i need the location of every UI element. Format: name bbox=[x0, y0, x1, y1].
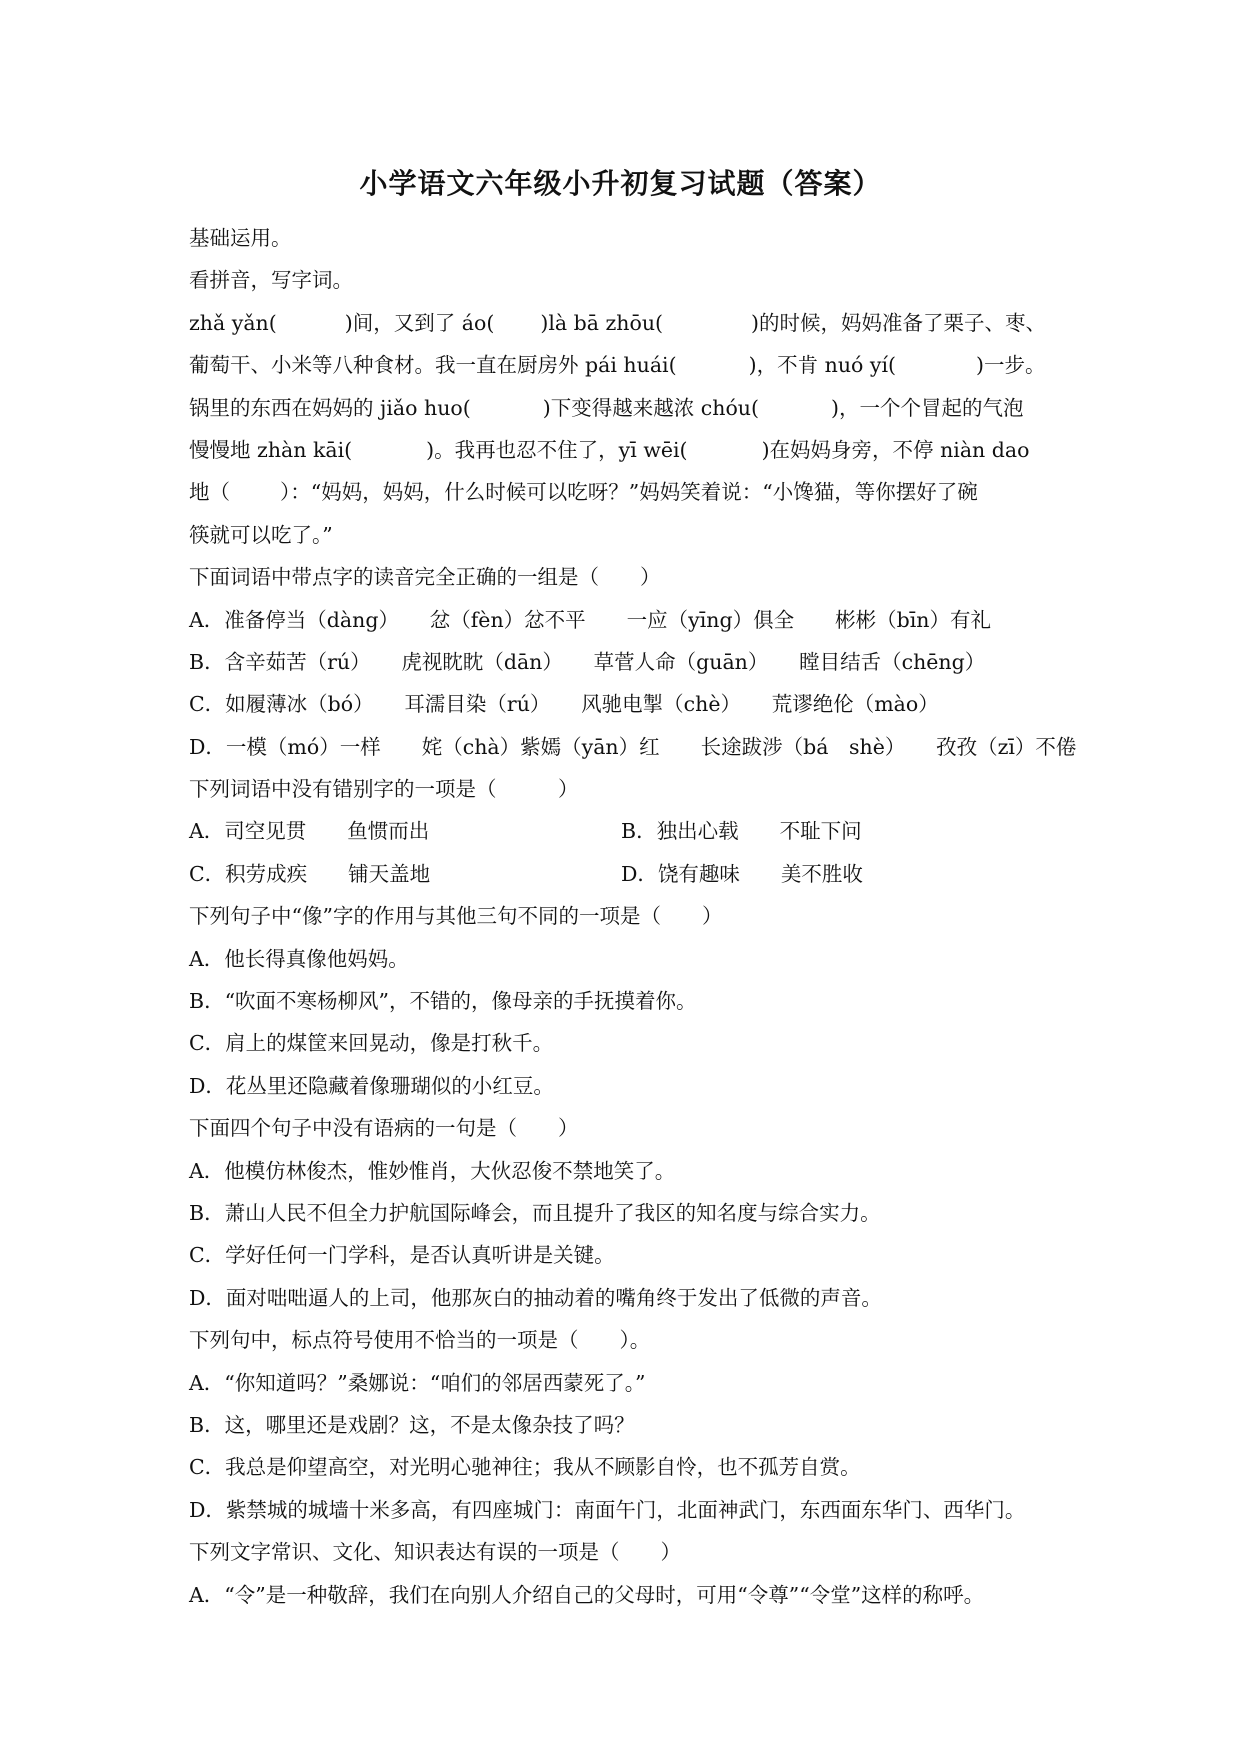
q1-text-line-1 bbox=[189, 302, 1069, 344]
q3-option-d[interactable]: D．饶有趣味 美不胜收 bbox=[621, 861, 863, 886]
q1-l2-seg2: )，不肯 nuó yí( bbox=[748, 353, 897, 378]
q1-l4-seg3: )在妈妈身旁，不停 niàn dao bbox=[761, 437, 1030, 462]
q5-option-b[interactable]: B．萧山人民不但全力护航国际峰会，而且提升了我区的知名度与综合实力。 bbox=[189, 1200, 881, 1225]
q2-option-a[interactable]: A．准备停当（dàng） 忿（fèn）忿不平 一应（yīng）俱全 彬彬（bīn）有礼 bbox=[189, 607, 991, 632]
q6-option-c[interactable]: C．我总是仰望高空，对光明心驰神往；我从不顾影自怜，也不孤芳自赏。 bbox=[189, 1455, 861, 1480]
q5-option-d[interactable]: D．面对咄咄逼人的上司，他那灰白的抽动着的嘴角终于发出了低微的声音。 bbox=[189, 1285, 882, 1310]
q1-l2-seg1: 葡萄干、小米等八种食材。我一直在厨房外 pái huái( bbox=[189, 353, 677, 378]
q4-option-d[interactable]: D．花丛里还隐藏着像珊瑚似的小红豆。 bbox=[189, 1073, 554, 1098]
q1-l1-seg2: )间，又到了 áo( bbox=[344, 310, 495, 335]
q3-options-row-2 bbox=[189, 853, 1069, 895]
q3-option-a[interactable]: A．司空见贯 鱼惯而出 bbox=[189, 819, 430, 844]
q1-l1-seg4: )的时候，妈妈准备了栗子、枣、 bbox=[751, 310, 1047, 335]
q3-option-c[interactable]: C．积劳成疾 铺天盖地 bbox=[189, 861, 431, 886]
q5-option-a[interactable]: A．他模仿林俊杰，惟妙惟肖，大伙忍俊不禁地笑了。 bbox=[189, 1158, 676, 1183]
q7-option-a[interactable]: A．“令”是一种敬辞，我们在向别人介绍自己的父母时，可用“令尊”“令堂”这样的称呼。 bbox=[189, 1582, 985, 1607]
q1-text-line-2 bbox=[189, 344, 1069, 386]
q4-prompt: 下列句子中“像”字的作用与其他三句不同的一项是（ ） bbox=[189, 904, 723, 929]
q4-option-b[interactable]: B．“吹面不寒杨柳风”，不错的，像母亲的手抚摸着你。 bbox=[189, 989, 697, 1014]
q1-text-line-5 bbox=[189, 471, 1069, 513]
q5-prompt: 下面四个句子中没有语病的一句是（ ） bbox=[189, 1116, 579, 1141]
q1-l2-seg3: )一步。 bbox=[976, 353, 1046, 378]
q6-option-a[interactable]: A．“你知道吗？”桑娜说：“咱们的邻居西蒙死了。” bbox=[189, 1370, 646, 1395]
page-title: 小学语文六年级小升初复习试题（答案） bbox=[359, 167, 882, 200]
q7-prompt: 下列文字常识、文化、知识表达有误的一项是（ ） bbox=[189, 1540, 681, 1565]
q6-option-b[interactable]: B．这，哪里还是戏剧？这，不是太像杂技了吗？ bbox=[189, 1412, 635, 1437]
q1-l1-seg1: zhǎ yǎn( bbox=[189, 310, 277, 335]
q6-option-d[interactable]: D．紫禁城的城墙十米多高，有四座城门：南面午门，北面神武门，东西面东华门、西华门。 bbox=[189, 1497, 1026, 1522]
q3-options-row-1 bbox=[189, 810, 1069, 852]
q1-text-line-3 bbox=[189, 387, 1069, 429]
q1-l3-seg3: )，一个个冒起的气泡 bbox=[831, 395, 1024, 420]
q1-l3-seg2: )下变得越来越浓 chóu( bbox=[542, 395, 760, 420]
q2-option-c[interactable]: C．如履薄冰（bó） 耳濡目染（rú） 风驰电掣（chè） 荒谬绝伦（mào） bbox=[189, 692, 939, 717]
q1-text-line-4 bbox=[189, 429, 1069, 471]
q1-l1-seg3: )là bā zhōu( bbox=[540, 310, 664, 335]
q1-text-line-6: 筷就可以吃了。” bbox=[189, 522, 333, 547]
q5-option-c[interactable]: C．学好任何一门学科，是否认真听讲是关键。 bbox=[189, 1243, 615, 1268]
q2-prompt: 下面词语中带点字的读音完全正确的一组是（ ） bbox=[189, 565, 661, 590]
q1-l5-seg2: ）：“妈妈，妈妈，什么时候可以吃呀？”妈妈笑着说：“小馋猫，等你摆好了碗 bbox=[280, 480, 978, 505]
q1-l4-seg1: 慢慢地 zhàn kāi( bbox=[189, 437, 353, 462]
q3-option-b[interactable]: B．独出心载 不耻下问 bbox=[621, 819, 862, 844]
q2-option-b[interactable]: B．含辛茹苦（rú） 虎视眈眈（dān） 草菅人命（guān） 瞠目结舌（chēng） bbox=[189, 649, 986, 674]
q1-l4-seg2: )。我再也忍不住了，yī wēi( bbox=[426, 437, 688, 462]
q1-prompt: 看拼音，写字词。 bbox=[189, 268, 353, 293]
section-heading: 基础运用。 bbox=[189, 226, 292, 250]
q4-option-c[interactable]: C．肩上的煤筐来回晃动，像是打秋千。 bbox=[189, 1031, 554, 1056]
q1-l5-seg1: 地（ bbox=[189, 480, 230, 505]
q1-l3-seg1: 锅里的东西在妈妈的 jiǎo huo( bbox=[189, 395, 471, 420]
q2-option-d[interactable]: D．一模（mó）一样 姹（chà）紫嫣（yān）红 长途跋涉（bá shè） 孜孜（zī）不倦 bbox=[189, 734, 1077, 759]
q4-option-a[interactable]: A．他长得真像他妈妈。 bbox=[189, 946, 409, 971]
exam-content bbox=[189, 217, 1077, 1616]
q6-prompt: 下列句中，标点符号使用不恰当的一项是（ ）。 bbox=[189, 1328, 651, 1353]
q3-prompt: 下列词语中没有错别字的一项是（ ） bbox=[189, 777, 579, 802]
